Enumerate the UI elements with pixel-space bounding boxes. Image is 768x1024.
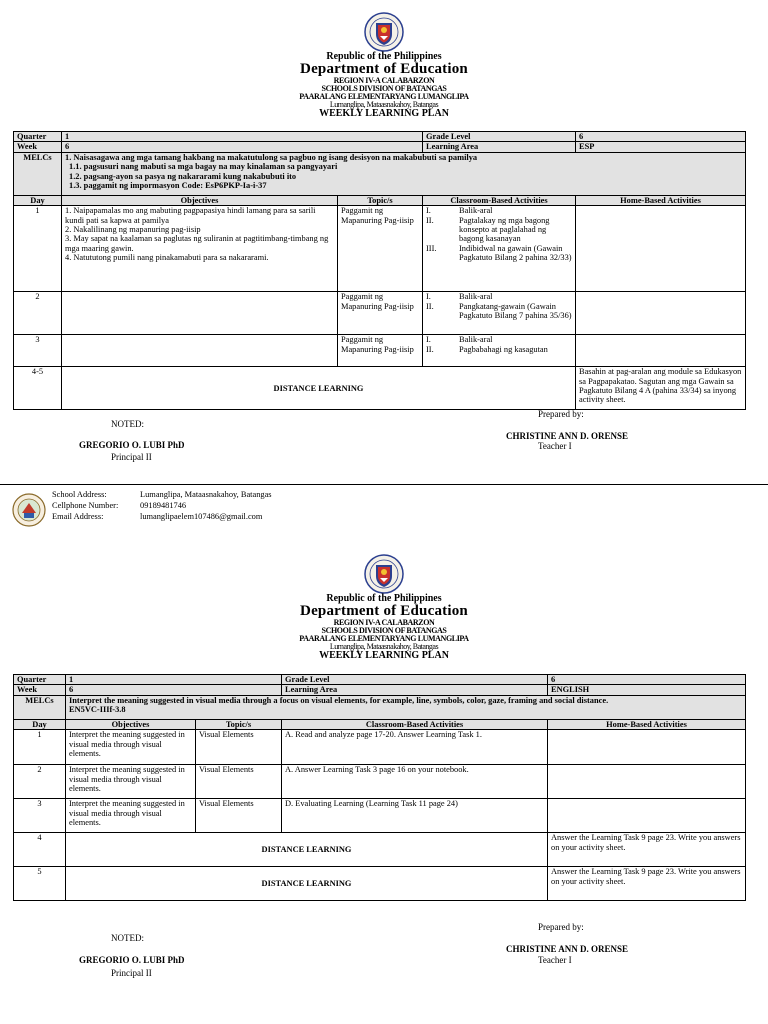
week-label: Week bbox=[14, 142, 62, 152]
activity-number: II. bbox=[426, 301, 434, 311]
day-cell: 1 bbox=[14, 206, 62, 292]
melc-line: 1.2. pagsang-ayon sa pasya ng nakararami kung nakabubuti ito bbox=[69, 171, 297, 181]
prepared-by-label: Prepared by: bbox=[538, 922, 584, 932]
day-cell: 4 bbox=[14, 833, 66, 867]
day-cell: 5 bbox=[14, 867, 66, 901]
col-header-day: Day bbox=[14, 719, 66, 729]
distance-learning-label: DISTANCE LEARNING bbox=[62, 367, 576, 410]
objective-item: 3. May sapat na kaalaman sa paglutas ng suliranin at pagtitimbang-timbang ng mga maaring gawin. bbox=[65, 234, 329, 253]
grade-label: Grade Level bbox=[423, 132, 576, 142]
activity-number: III. bbox=[426, 243, 437, 253]
objectives-cell: Interpret the meaning suggested in visual media through visual elements. bbox=[66, 799, 196, 833]
home-cell bbox=[576, 292, 746, 335]
col-header-objectives: Objectives bbox=[66, 719, 196, 729]
division-line: SCHOOLS DIVISION OF BATANGAS bbox=[321, 626, 447, 635]
location-line: Lumanglipa, Mataasnakahoy, Batangas bbox=[329, 642, 439, 651]
activity-item bbox=[426, 244, 572, 263]
activity-item bbox=[426, 292, 572, 301]
table-row bbox=[14, 867, 746, 901]
deped-seal-icon bbox=[364, 12, 404, 52]
teacher-title: Teacher I bbox=[538, 441, 572, 451]
page-divider bbox=[0, 484, 768, 485]
col-header-topics: Topic/s bbox=[338, 195, 423, 205]
home-cell bbox=[548, 730, 746, 765]
email-row bbox=[52, 512, 262, 521]
activity-text: Pangkatang-gawain (Gawain Pagkatuto Bilang 7 pahina 35/36) bbox=[459, 301, 572, 321]
activity-item bbox=[426, 335, 572, 344]
quarter-value: 1 bbox=[66, 675, 282, 685]
activities-cell bbox=[423, 206, 576, 292]
melc-code: EN5VC-IIIf-3.8 bbox=[69, 705, 126, 715]
quarter-label: Quarter bbox=[14, 675, 66, 685]
activity-number: II. bbox=[426, 215, 434, 225]
area-label: Learning Area bbox=[423, 142, 576, 152]
col-header-topics: Topic/s bbox=[196, 719, 282, 729]
weekly-plan-table-esp bbox=[13, 131, 746, 410]
school-line: PAARALANG ELEMENTARYANG LUMANGLIPA bbox=[299, 634, 469, 643]
home-cell: Answer the Learning Task 9 page 23. Write you answers on your activity sheet. bbox=[548, 867, 746, 901]
weekly-plan-table-english bbox=[13, 674, 746, 901]
principal-title: Principal II bbox=[111, 968, 152, 978]
activity-item bbox=[426, 206, 572, 215]
plan-title: WEEKLY LEARNING PLAN bbox=[319, 108, 449, 119]
activity-cell: D. Evaluating Learning (Learning Task 11 page 24) bbox=[282, 799, 548, 833]
quarter-value: 1 bbox=[62, 132, 423, 142]
phone-value: 09189481746 bbox=[140, 501, 187, 510]
noted-label: NOTED: bbox=[111, 933, 144, 943]
grade-value: 6 bbox=[548, 675, 746, 685]
day-cell: 2 bbox=[14, 765, 66, 799]
day-cell: 1 bbox=[14, 730, 66, 765]
table-row bbox=[14, 799, 746, 833]
grade-value: 6 bbox=[576, 132, 746, 142]
email-value: lumanglipaelem107486@gmail.com bbox=[140, 512, 263, 521]
distance-learning-label: DISTANCE LEARNING bbox=[66, 867, 548, 901]
col-header-objectives: Objectives bbox=[62, 195, 338, 205]
area-value: ESP bbox=[576, 142, 746, 152]
week-value: 6 bbox=[62, 142, 423, 152]
melc-line: 1.1. pagsusuri nang mabuti sa mga bagay na may kinalaman sa pangyayari bbox=[69, 162, 338, 172]
topic-cell: Visual Elements bbox=[196, 730, 282, 765]
table-row bbox=[14, 335, 746, 367]
home-cell: Basahin at pag-aralan ang module sa Edukasyon sa Pagpapakatao. Sagutan ang mga Gawain sa Pagkatuto Bilang 4 A (pahina 33/34) sa inyong activity sheet. bbox=[576, 367, 746, 410]
objective-item: 1. Naipapamalas mo ang mabuting pagpapasiya hindi lamang para sa sarili kundi pati sa kapwa at pamilya bbox=[65, 206, 316, 225]
home-cell bbox=[576, 335, 746, 367]
topic-cell: Visual Elements bbox=[196, 765, 282, 799]
activity-number: II. bbox=[426, 344, 434, 354]
table-row bbox=[14, 292, 746, 335]
melcs-content bbox=[62, 152, 746, 195]
location-line: Lumanglipa, Mataasnakahoy, Batangas bbox=[329, 100, 439, 109]
day-cell: 3 bbox=[14, 335, 62, 367]
activity-item bbox=[426, 302, 572, 321]
phone-label: Cellphone Number: bbox=[52, 501, 119, 510]
department-line: Department of Education bbox=[300, 61, 468, 77]
home-cell bbox=[548, 799, 746, 833]
distance-learning-label: DISTANCE LEARNING bbox=[66, 833, 548, 867]
topic-cell: Paggamit ng Mapanuring Pag-iisip bbox=[338, 292, 423, 335]
principal-title: Principal II bbox=[111, 452, 152, 462]
melcs-label: MELCs bbox=[14, 152, 62, 195]
principal-name: GREGORIO O. LUBI PhD bbox=[79, 955, 185, 965]
document-header bbox=[0, 52, 768, 119]
activity-text: Pagtalakay ng mga bagong konsepto at paglalahad ng bagong kasanayan bbox=[459, 215, 550, 244]
objectives-cell bbox=[62, 206, 338, 292]
prepared-by-label: Prepared by: bbox=[538, 409, 584, 419]
republic-line: Republic of the Philippines bbox=[326, 51, 442, 62]
activity-cell: A. Read and analyze page 17-20. Answer Learning Task 1. bbox=[282, 730, 548, 765]
col-header-classroom: Classroom-Based Activities bbox=[282, 719, 548, 729]
quarter-label: Quarter bbox=[14, 132, 62, 142]
activity-number: I. bbox=[426, 335, 431, 345]
day-cell: 2 bbox=[14, 292, 62, 335]
school-footer bbox=[12, 489, 752, 529]
col-header-home: Home-Based Activities bbox=[548, 719, 746, 729]
topic-cell: Paggamit ng Mapanuring Pag-iisip bbox=[338, 206, 423, 292]
address-label: School Address: bbox=[52, 490, 107, 499]
objectives-cell bbox=[62, 335, 338, 367]
activity-number: I. bbox=[426, 292, 431, 302]
activity-text: Balik-aral bbox=[459, 292, 493, 302]
objectives-cell bbox=[62, 292, 338, 335]
week-label: Week bbox=[14, 685, 66, 695]
teacher-name: CHRISTINE ANN D. ORENSE bbox=[506, 431, 629, 441]
activity-cell: A. Answer Learning Task 3 page 16 on your notebook. bbox=[282, 765, 548, 799]
activity-text: Pagbabahagi ng kasagutan bbox=[459, 344, 548, 354]
region-line: REGION IV-A CALABARZON bbox=[333, 76, 435, 85]
activity-item bbox=[426, 216, 572, 244]
address-value: Lumanglipa, Mataasnakahoy, Batangas bbox=[140, 490, 272, 499]
melcs-content bbox=[66, 695, 746, 719]
deped-seal-icon bbox=[364, 554, 404, 594]
day-cell: 3 bbox=[14, 799, 66, 833]
objectives-cell: Interpret the meaning suggested in visual media through visual elements. bbox=[66, 730, 196, 765]
email-label: Email Address: bbox=[52, 512, 104, 521]
grade-label: Grade Level bbox=[282, 675, 548, 685]
home-cell bbox=[548, 765, 746, 799]
table-row bbox=[14, 765, 746, 799]
address-row bbox=[52, 490, 272, 499]
col-header-home: Home-Based Activities bbox=[576, 195, 746, 205]
table-row bbox=[14, 833, 746, 867]
col-header-classroom: Classroom-Based Activities bbox=[423, 195, 576, 205]
school-line: PAARALANG ELEMENTARYANG LUMANGLIPA bbox=[299, 92, 469, 101]
objective-item: 4. Natututong pumili nang pinakamabuti para sa nakararami. bbox=[65, 253, 269, 263]
col-header-day: Day bbox=[14, 195, 62, 205]
activity-text: Indibidwal na gawain (Gawain Pagkatuto Bilang 2 pahina 32/33) bbox=[459, 243, 572, 263]
region-line: REGION IV-A CALABARZON bbox=[333, 618, 435, 627]
activities-cell bbox=[423, 335, 576, 367]
teacher-name: CHRISTINE ANN D. ORENSE bbox=[506, 944, 629, 954]
republic-line: Republic of the Philippines bbox=[326, 593, 442, 604]
objective-item: 2. Nakalilinang ng mapanuring pag-iisip bbox=[65, 225, 201, 235]
area-label: Learning Area bbox=[282, 685, 548, 695]
teacher-title: Teacher I bbox=[538, 955, 572, 965]
activities-cell bbox=[423, 292, 576, 335]
home-cell: Answer the Learning Task 9 page 23. Write you answers on your activity sheet. bbox=[548, 833, 746, 867]
principal-name: GREGORIO O. LUBI PhD bbox=[79, 440, 185, 450]
activity-text: Balik-aral bbox=[459, 335, 493, 345]
school-logo-icon bbox=[12, 493, 46, 527]
division-line: SCHOOLS DIVISION OF BATANGAS bbox=[321, 84, 447, 93]
area-value: ENGLISH bbox=[548, 685, 746, 695]
phone-row bbox=[52, 501, 186, 510]
noted-label: NOTED: bbox=[111, 419, 144, 429]
home-cell bbox=[576, 206, 746, 292]
activity-number: I. bbox=[426, 206, 431, 216]
topic-cell: Visual Elements bbox=[196, 799, 282, 833]
melc-line: Interpret the meaning suggested in visual media through a focus on visual elements, for example, line, symbols, color, gaze, framing and social distance. bbox=[69, 695, 609, 705]
department-line: Department of Education bbox=[300, 603, 468, 619]
activity-text: Balik-aral bbox=[459, 206, 493, 216]
topic-cell: Paggamit ng Mapanuring Pag-iisip bbox=[338, 335, 423, 367]
melcs-label: MELCs bbox=[14, 695, 66, 719]
plan-title: WEEKLY LEARNING PLAN bbox=[319, 650, 449, 661]
document-header bbox=[0, 594, 768, 661]
melc-line: 1. Naisasagawa ang mga tamang hakbang na makatutulong sa pagbuo ng isang desisyon na makabubuti sa pamilya bbox=[65, 152, 478, 162]
objectives-cell: Interpret the meaning suggested in visual media through visual elements. bbox=[66, 765, 196, 799]
table-row bbox=[14, 730, 746, 765]
day-cell: 4-5 bbox=[14, 367, 62, 410]
table-row bbox=[14, 367, 746, 410]
activity-item bbox=[426, 345, 572, 354]
table-row bbox=[14, 206, 746, 292]
week-value: 6 bbox=[66, 685, 282, 695]
melc-line: 1.3. paggamit ng impormasyon Code: EsP6PKP-Ia-i-37 bbox=[69, 181, 267, 191]
